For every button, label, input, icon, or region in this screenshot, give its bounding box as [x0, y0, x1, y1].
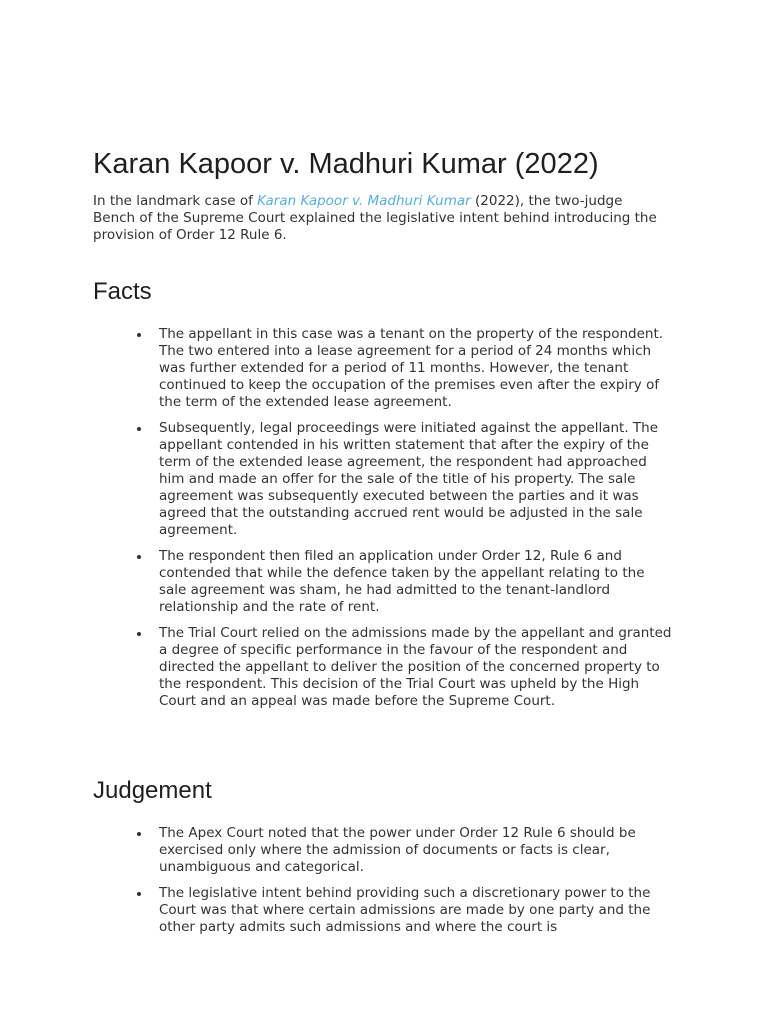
list-item	[93, 625, 673, 710]
judgement-list	[93, 825, 673, 945]
case-link[interactable]: Karan Kapoor v. Madhuri Kumar	[257, 193, 471, 209]
bullet-icon	[137, 892, 141, 896]
bullet-icon	[137, 632, 141, 636]
list-item-text: The Trial Court relied on the admissions made by the appellant and granted a degree of specific performance in the favour of the respondent and directed the appellant to deliver the position of the concerned property to the respondent. This decision of the Trial Court was upheld by the High Court and an appeal was made before the Supreme Court.	[159, 625, 672, 709]
list-item-text: The appellant in this case was a tenant on the property of the respondent. The two entered into a lease agreement for a period of 24 months which was further extended for a period of 11 months. However, the tenant continued to keep the occupation of the premises even after the expiry of the term of the extended lease agreement.	[159, 326, 664, 410]
intro-text-after: (2022), the two-judge Bench of the Supreme Court explained the legislative intent behind introducing the provision of Order 12 Rule 6.	[93, 193, 657, 243]
facts-heading: Facts	[93, 278, 152, 305]
bullet-icon	[137, 333, 141, 337]
list-item	[93, 420, 673, 539]
list-item	[93, 885, 673, 936]
list-item	[93, 326, 673, 411]
article-title: Karan Kapoor v. Madhuri Kumar (2022)	[93, 148, 599, 180]
list-item	[93, 548, 673, 616]
bullet-icon	[137, 555, 141, 559]
judgement-heading: Judgement	[93, 777, 212, 804]
intro-paragraph	[93, 193, 658, 244]
intro-text-before: In the landmark case of	[93, 193, 258, 209]
facts-list	[93, 326, 673, 719]
list-item-text: The respondent then filed an application under Order 12, Rule 6 and contended that while the defence taken by the appellant relating to the sale agreement was sham, he had admitted to the tenant-landlord relationship and the rate of rent.	[159, 548, 645, 615]
list-item-text: The Apex Court noted that the power under Order 12 Rule 6 should be exercised only where the admission of documents or facts is clear, unambiguous and categorical.	[159, 825, 636, 875]
bullet-icon	[137, 427, 141, 431]
list-item	[93, 825, 673, 876]
list-item-text: Subsequently, legal proceedings were initiated against the appellant. The appellant contended in his written statement that after the expiry of the term of the extended lease agreement, the respondent had approached him and made an offer for the sale of the title of his property. The sale agreement was subsequently executed between the parties and it was agreed that the outstanding accrued rent would be adjusted in the sale agreement.	[159, 420, 659, 538]
list-item-text: The legislative intent behind providing such a discretionary power to the Court was that where certain admissions are made by one party and the other party admits such admissions and where the court is	[159, 885, 651, 935]
bullet-icon	[137, 832, 141, 836]
